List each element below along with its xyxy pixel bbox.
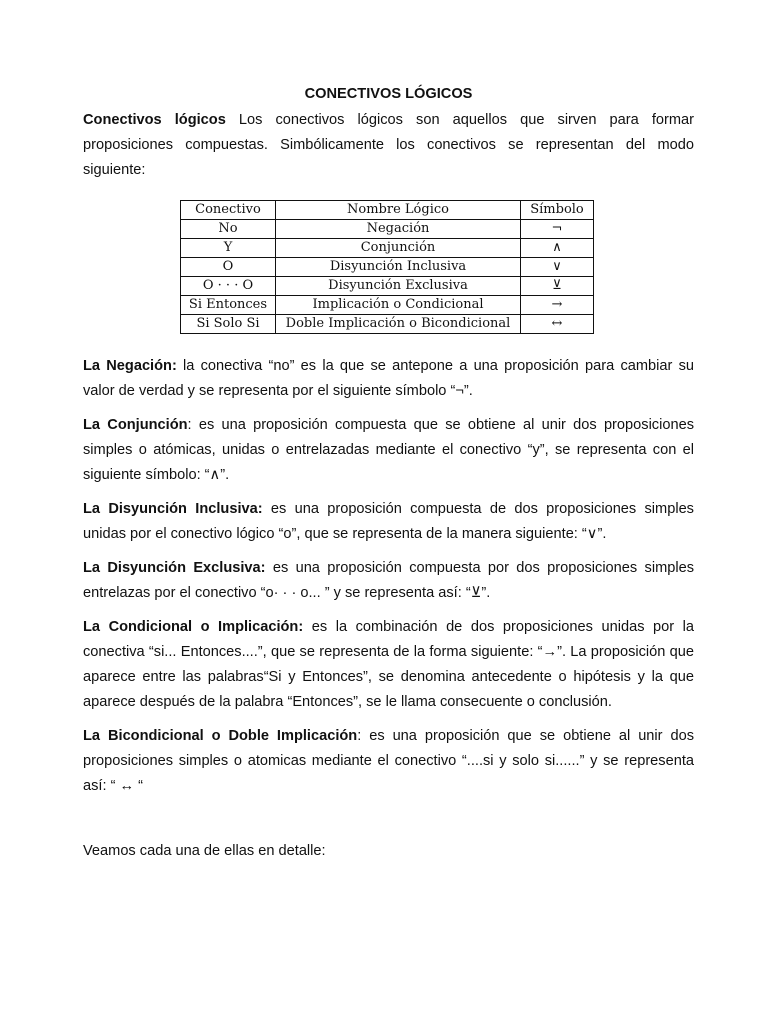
header-simbolo: Símbolo (521, 201, 594, 220)
cell-nombre: Disyunción Exclusiva (276, 277, 521, 296)
cell-simbolo: ∨ (521, 258, 594, 277)
intro-body: Los conectivos lógicos son aquellos que sirven para formar proposiciones compuestas. Simbólicamente los conectivos se representan del modo siguiente: (83, 112, 694, 178)
closing-line: Veamos cada una de ellas en detalle: (83, 843, 326, 859)
section-body: : es una proposición que se obtiene al unir dos proposiciones simples o atomicas mediante el conectivo “....si y solo si......” y se representa así: “ ↔ “ (83, 728, 694, 794)
cell-simbolo: ¬ (521, 220, 594, 239)
connectives-table (180, 200, 594, 334)
section-body: : es una proposición compuesta que se obtiene al unir dos proposiciones simples o atómicas, unidas o entrelazadas mediante el conectivo “y”, se representa con el siguiente símbolo: “∧”. (83, 417, 694, 483)
header-conectivo: Conectivo (181, 201, 276, 220)
spacer (83, 799, 694, 839)
section-conjuncion (83, 413, 694, 488)
intro-paragraph (83, 108, 694, 183)
section-disyuncion-inclusiva (83, 497, 694, 547)
cell-simbolo: → (521, 296, 594, 315)
cell-conectivo: Si Entonces (181, 296, 276, 315)
cell-nombre: Doble Implicación o Bicondicional (276, 315, 521, 334)
document-page (83, 84, 694, 864)
section-body: es la combinación de dos proposiciones unidas por la conectiva “si... Entonces....”, que se representa de la forma siguiente: “→”. La proposición que aparece entre las palabras“Si y Entonces”, se denomina antecedente o hipótesis y la que aparece después de la palabra “Entonces”, se le llama consecuente o conclusión. (83, 619, 695, 710)
cell-simbolo: ↔ (521, 315, 594, 334)
section-body: es una proposición compuesta por dos proposiciones simples entrelazas por el conectivo “o· · · o... ” y se representa así: “⊻”. (83, 560, 694, 601)
section-lead: La Disyunción Exclusiva: (83, 560, 266, 576)
section-lead: La Conjunción (83, 417, 188, 433)
section-body: la conectiva “no” es la que se antepone a una proposición para cambiar su valor de verdad y se representa por el siguiente símbolo “¬”. (83, 358, 694, 399)
cell-nombre: Implicación o Condicional (276, 296, 521, 315)
header-nombre-logico: Nombre Lógico (276, 201, 521, 220)
table-row (181, 277, 594, 296)
cell-conectivo: O · · · O (181, 277, 276, 296)
cell-conectivo: Y (181, 239, 276, 258)
cell-conectivo: No (181, 220, 276, 239)
document-title: CONECTIVOS LÓGICOS (304, 86, 473, 102)
section-negacion (83, 354, 694, 404)
section-lead: La Negación: (83, 358, 177, 374)
cell-simbolo: ∧ (521, 239, 594, 258)
cell-nombre: Conjunción (276, 239, 521, 258)
table-header-row (181, 201, 594, 220)
cell-nombre: Negación (276, 220, 521, 239)
section-lead: La Disyunción Inclusiva: (83, 501, 263, 517)
table-row (181, 239, 594, 258)
section-body: es una proposición compuesta de dos proposiciones simples unidas por el conectivo lógico “o”, que se representa de la manera siguiente: “∨”. (83, 501, 694, 542)
cell-simbolo: ⊻ (521, 277, 594, 296)
cell-conectivo: Si Solo Si (181, 315, 276, 334)
table-row (181, 315, 594, 334)
section-lead: La Condicional o Implicación: (83, 619, 304, 635)
cell-nombre: Disyunción Inclusiva (276, 258, 521, 277)
section-bicondicional (83, 724, 694, 799)
table-row (181, 220, 594, 239)
section-lead: La Bicondicional o Doble Implicación (83, 728, 358, 744)
section-disyuncion-exclusiva (83, 556, 694, 606)
table-row (181, 296, 594, 315)
table-row (181, 258, 594, 277)
cell-conectivo: O (181, 258, 276, 277)
section-condicional (83, 615, 694, 715)
intro-lead: Conectivos lógicos (83, 112, 226, 128)
